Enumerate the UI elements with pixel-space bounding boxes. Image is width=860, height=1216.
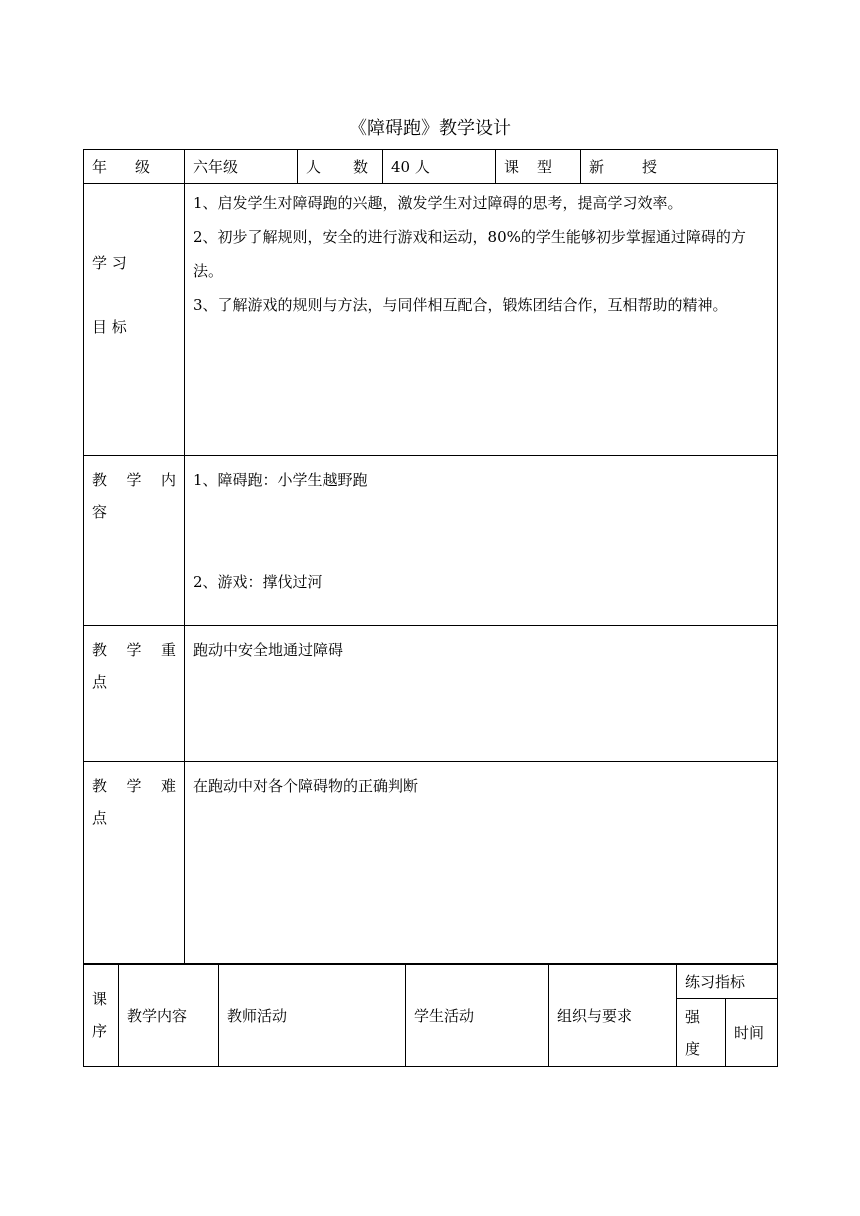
content-header: 教学内容 bbox=[127, 1006, 188, 1025]
intensity-label-1: 强 bbox=[685, 1007, 701, 1026]
time-header-cell bbox=[726, 999, 778, 1067]
grade-label-cell bbox=[84, 150, 185, 184]
count-value-cell bbox=[383, 150, 496, 184]
count-label-1: 人 bbox=[306, 158, 322, 176]
seq-label-2: 序 bbox=[92, 1022, 108, 1040]
difficulty-row bbox=[84, 762, 778, 965]
teacher-header: 教师活动 bbox=[227, 1006, 288, 1025]
type-label-1: 课 bbox=[504, 158, 520, 176]
goals-label-2: 目 标 bbox=[92, 317, 127, 336]
difficulty-label-1: 教 bbox=[92, 777, 108, 795]
index-header-cell bbox=[677, 964, 778, 999]
key-point-row bbox=[84, 626, 778, 762]
content-label-4: 容 bbox=[92, 503, 108, 521]
goal-item: 3、了解游戏的规则与方法，与同伴相互配合，锻炼团结合作，互相帮助的精神。 bbox=[193, 296, 728, 314]
intensity-label-2: 度 bbox=[685, 1039, 701, 1058]
content-text-cell bbox=[185, 456, 778, 626]
type-label-cell bbox=[496, 150, 581, 184]
grade-value: 六年级 bbox=[193, 158, 239, 176]
index-header: 练习指标 bbox=[685, 972, 746, 991]
key-point-text: 跑动中安全地通过障碍 bbox=[193, 641, 344, 659]
content-item: 2、游戏：撑伐过河 bbox=[193, 573, 323, 591]
goals-label-1: 学 习 bbox=[92, 253, 127, 272]
count-label-cell bbox=[298, 150, 383, 184]
key-point-label-cell bbox=[84, 626, 185, 762]
difficulty-label-3: 难 bbox=[160, 777, 176, 795]
difficulty-label-4: 点 bbox=[92, 809, 108, 827]
type-label-2: 型 bbox=[536, 158, 552, 176]
grade-value-cell bbox=[185, 150, 298, 184]
key-point-label-4: 点 bbox=[92, 673, 108, 691]
type-value-cell bbox=[581, 150, 778, 184]
grade-label-2: 级 bbox=[134, 158, 150, 176]
goals-label-cell bbox=[84, 184, 185, 456]
student-header: 学生活动 bbox=[414, 1006, 475, 1025]
content-label-cell bbox=[84, 456, 185, 626]
key-point-label-2: 学 bbox=[126, 641, 142, 659]
key-point-label-3: 重 bbox=[160, 641, 176, 659]
page-title: 《障碍跑》教学设计 bbox=[349, 118, 511, 139]
time-header: 时间 bbox=[734, 1024, 765, 1042]
key-point-label-1: 教 bbox=[92, 641, 108, 659]
type-value-1: 新 bbox=[589, 158, 605, 176]
seq-header-cell bbox=[84, 964, 119, 1067]
content-item: 1、障碍跑：小学生越野跑 bbox=[193, 471, 368, 489]
content-header-cell bbox=[119, 964, 219, 1067]
info-row bbox=[84, 150, 778, 184]
lesson-process-table bbox=[83, 963, 778, 1067]
goals-row bbox=[84, 184, 778, 456]
type-value-2: 授 bbox=[641, 158, 657, 176]
student-header-cell bbox=[406, 964, 549, 1067]
difficulty-label-2: 学 bbox=[126, 777, 142, 795]
org-header-cell bbox=[549, 964, 677, 1067]
teacher-header-cell bbox=[219, 964, 406, 1067]
goals-content-cell bbox=[185, 184, 778, 456]
content-label-3: 内 bbox=[160, 471, 176, 489]
key-point-text-cell bbox=[185, 626, 778, 762]
count-value: 40 人 bbox=[391, 158, 430, 176]
difficulty-label-cell bbox=[84, 762, 185, 965]
lesson-info-table bbox=[83, 149, 778, 965]
difficulty-text-cell bbox=[185, 762, 778, 965]
seq-label-1: 课 bbox=[92, 990, 108, 1008]
difficulty-text: 在跑动中对各个障碍物的正确判断 bbox=[193, 777, 419, 795]
count-label-2: 数 bbox=[352, 158, 368, 176]
content-label-1: 教 bbox=[92, 471, 108, 489]
org-header: 组织与要求 bbox=[557, 1006, 633, 1025]
intensity-header-cell bbox=[677, 999, 726, 1067]
grade-label-1: 年 bbox=[92, 158, 108, 176]
content-row bbox=[84, 456, 778, 626]
goal-item: 1、启发学生对障碍跑的兴趣，激发学生对过障碍的思考，提高学习效率。 bbox=[193, 194, 683, 212]
content-label-2: 学 bbox=[126, 471, 142, 489]
goal-item: 2、初步了解规则，安全的进行游戏和运动，80%的学生能够初步掌握通过障碍的方法。 bbox=[193, 228, 746, 280]
header-row-1 bbox=[84, 964, 778, 999]
